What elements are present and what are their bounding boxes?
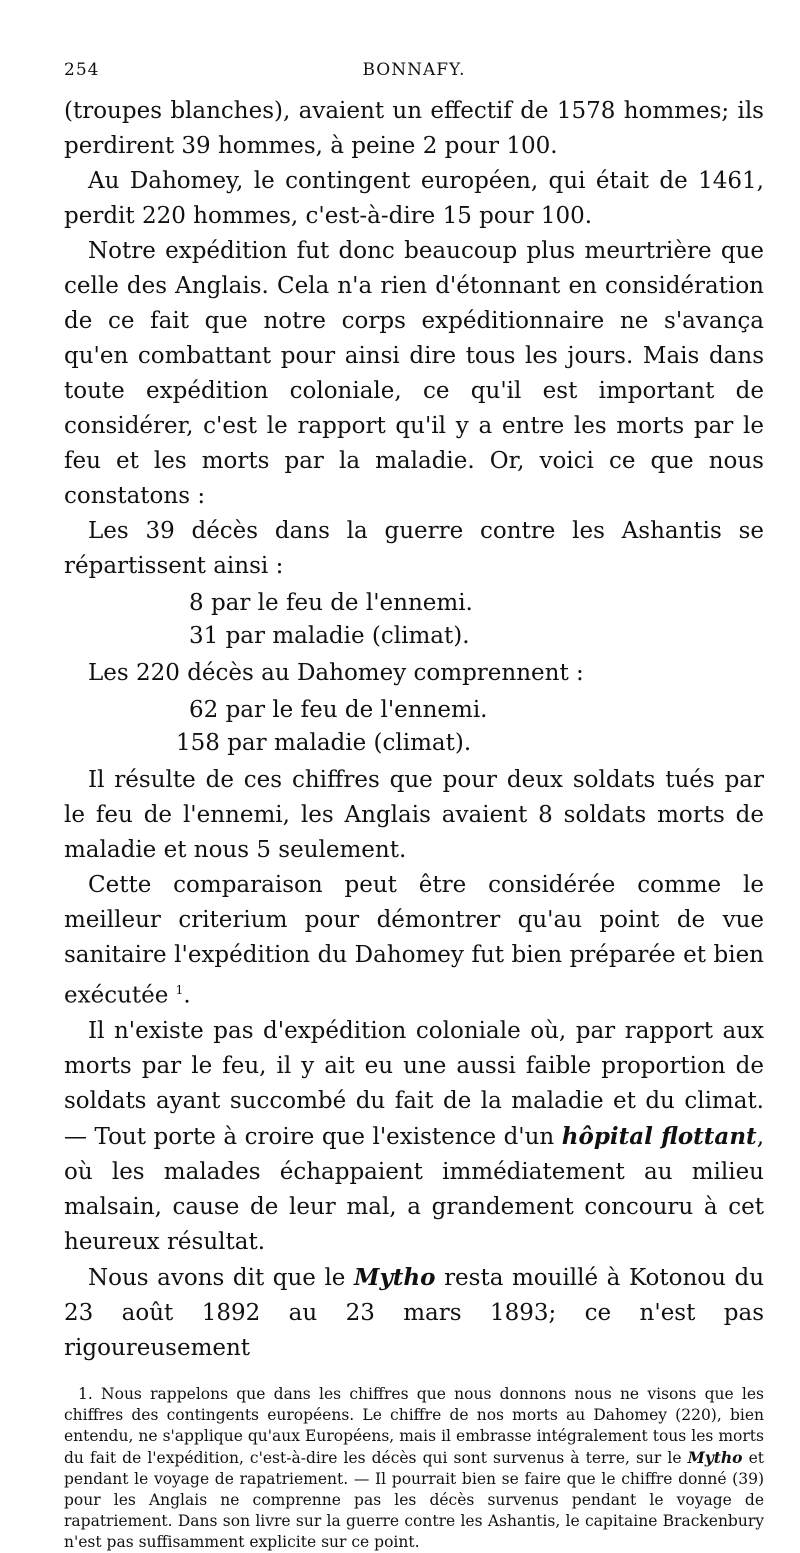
paragraph-6: Il résulte de ces chiffres que pour deux soldats tués par le feu de l'ennemi, les Anglais avaient 8 soldats morts de maladie et nous 5 seulement. — [64, 767, 764, 863]
book-page — [64, 60, 764, 1553]
ashantis-deaths-fire: 8 par le feu de l'ennemi. — [189, 590, 473, 616]
dahomey-deaths-fire: 62 par le feu de l'ennemi. — [189, 697, 488, 723]
ashantis-deaths-disease: 31 par maladie (climat). — [189, 623, 470, 649]
footnotes — [64, 1384, 764, 1553]
mytho-emphasis: Mytho — [353, 1263, 436, 1291]
dahomey-deaths-disease: 158 par maladie (climat). — [176, 730, 472, 756]
paragraph-5: Les 220 décès au Dahomey comprennent : — [88, 660, 584, 686]
running-title: BONNAFY. — [362, 60, 466, 80]
paragraph-8 — [64, 1014, 764, 1260]
footnote-reference: 1 — [175, 983, 184, 997]
paragraph-3: Notre expédition fut donc beaucoup plus meurtrière que celle des Anglais. Cela n'a rien d'étonnant en considération de ce fait que notre corps expéditionnaire ne s'avança qu'en combattant pour ainsi dire tous les jours. Mais dans toute expédition coloniale, ce qu'il est important de considérer, c'est le rapport qu'il y a entre les morts par le feu et les morts par la maladie. Or, voici ce que nous constatons : — [64, 238, 764, 509]
running-head — [64, 60, 764, 88]
paragraph-8-text-a: Il n'existe pas d'expédition coloniale où, par rapport aux morts par le feu, il y ait eu une aussi faible proportion de soldats ayant succombé du fait de la maladie et du climat. — Tout porte à croire que l'existence d'un — [64, 1017, 764, 1150]
footnote-1 — [64, 1384, 764, 1553]
paragraph-9 — [64, 1260, 764, 1366]
paragraph-1: (troupes blanches), avaient un effectif de 1578 hommes; ils perdirent 39 hommes, à peine 2 pour 100. — [64, 98, 764, 159]
paragraph-9-text-b: resta mouillé à Kotonou du 23 août 1892 au 23 mars 1893; ce n'est pas rigoureusement — [64, 1264, 765, 1361]
footnote-mytho-emphasis: Mytho — [687, 1447, 743, 1467]
paragraph-9-text-a: Nous avons dit que le — [88, 1264, 346, 1291]
paragraph-4: Les 39 décès dans la guerre contre les Ashantis se répartissent ainsi : — [64, 518, 764, 579]
page-number: 254 — [64, 60, 100, 80]
paragraph-7: Cette comparaison peut être considérée comme le meilleur criterium pour démontrer qu'au point de vue sanitaire l'expédition du Dahomey fut bien préparée et bien exécutée $^1$. — [64, 872, 764, 1009]
paragraph-7-text: Cette comparaison peut être considérée comme le meilleur criterium pour démontrer qu'au point de vue sanitaire l'expédition du Dahomey fut bien préparée et bien exécutée — [64, 872, 764, 1009]
hopital-flottant-emphasis: hôpital flottant — [561, 1122, 757, 1150]
paragraph-8-text-b: , où les malades échappaient immédiatement au milieu malsain, cause de leur mal, a grandement concouru à cet heureux résultat. — [64, 1123, 764, 1255]
body-text — [64, 94, 764, 1366]
footnote-1-text-b: et pendant le voyage de rapatriement. — Il pourrait bien se faire que le chiffre donné (39) pour les Anglais ne comprenne pas les décès survenus pendant le voyage de rapatriement. Dans son livre sur la guerre contre les Ashantis, le capitaine Brackenbury n'est pas suffisamment explicite sur ce point. — [64, 1448, 764, 1551]
paragraph-2: Au Dahomey, le contingent européen, qui était de 1461, perdit 220 hommes, c'est-à-dire 15 pour 100. — [64, 168, 764, 229]
footnote-1-text-a: 1. Nous rappelons que dans les chiffres que nous donnons nous ne visons que les chiffres des contingents européens. Le chiffre de nos morts au Dahomey (220), bien entendu, ne s'applique qu'aux Européens, mais il embrasse intégralement tous les morts du fait de l'expédition, c'est-à-dire les décès qui sont survenus à terre, sur le — [64, 1384, 764, 1467]
